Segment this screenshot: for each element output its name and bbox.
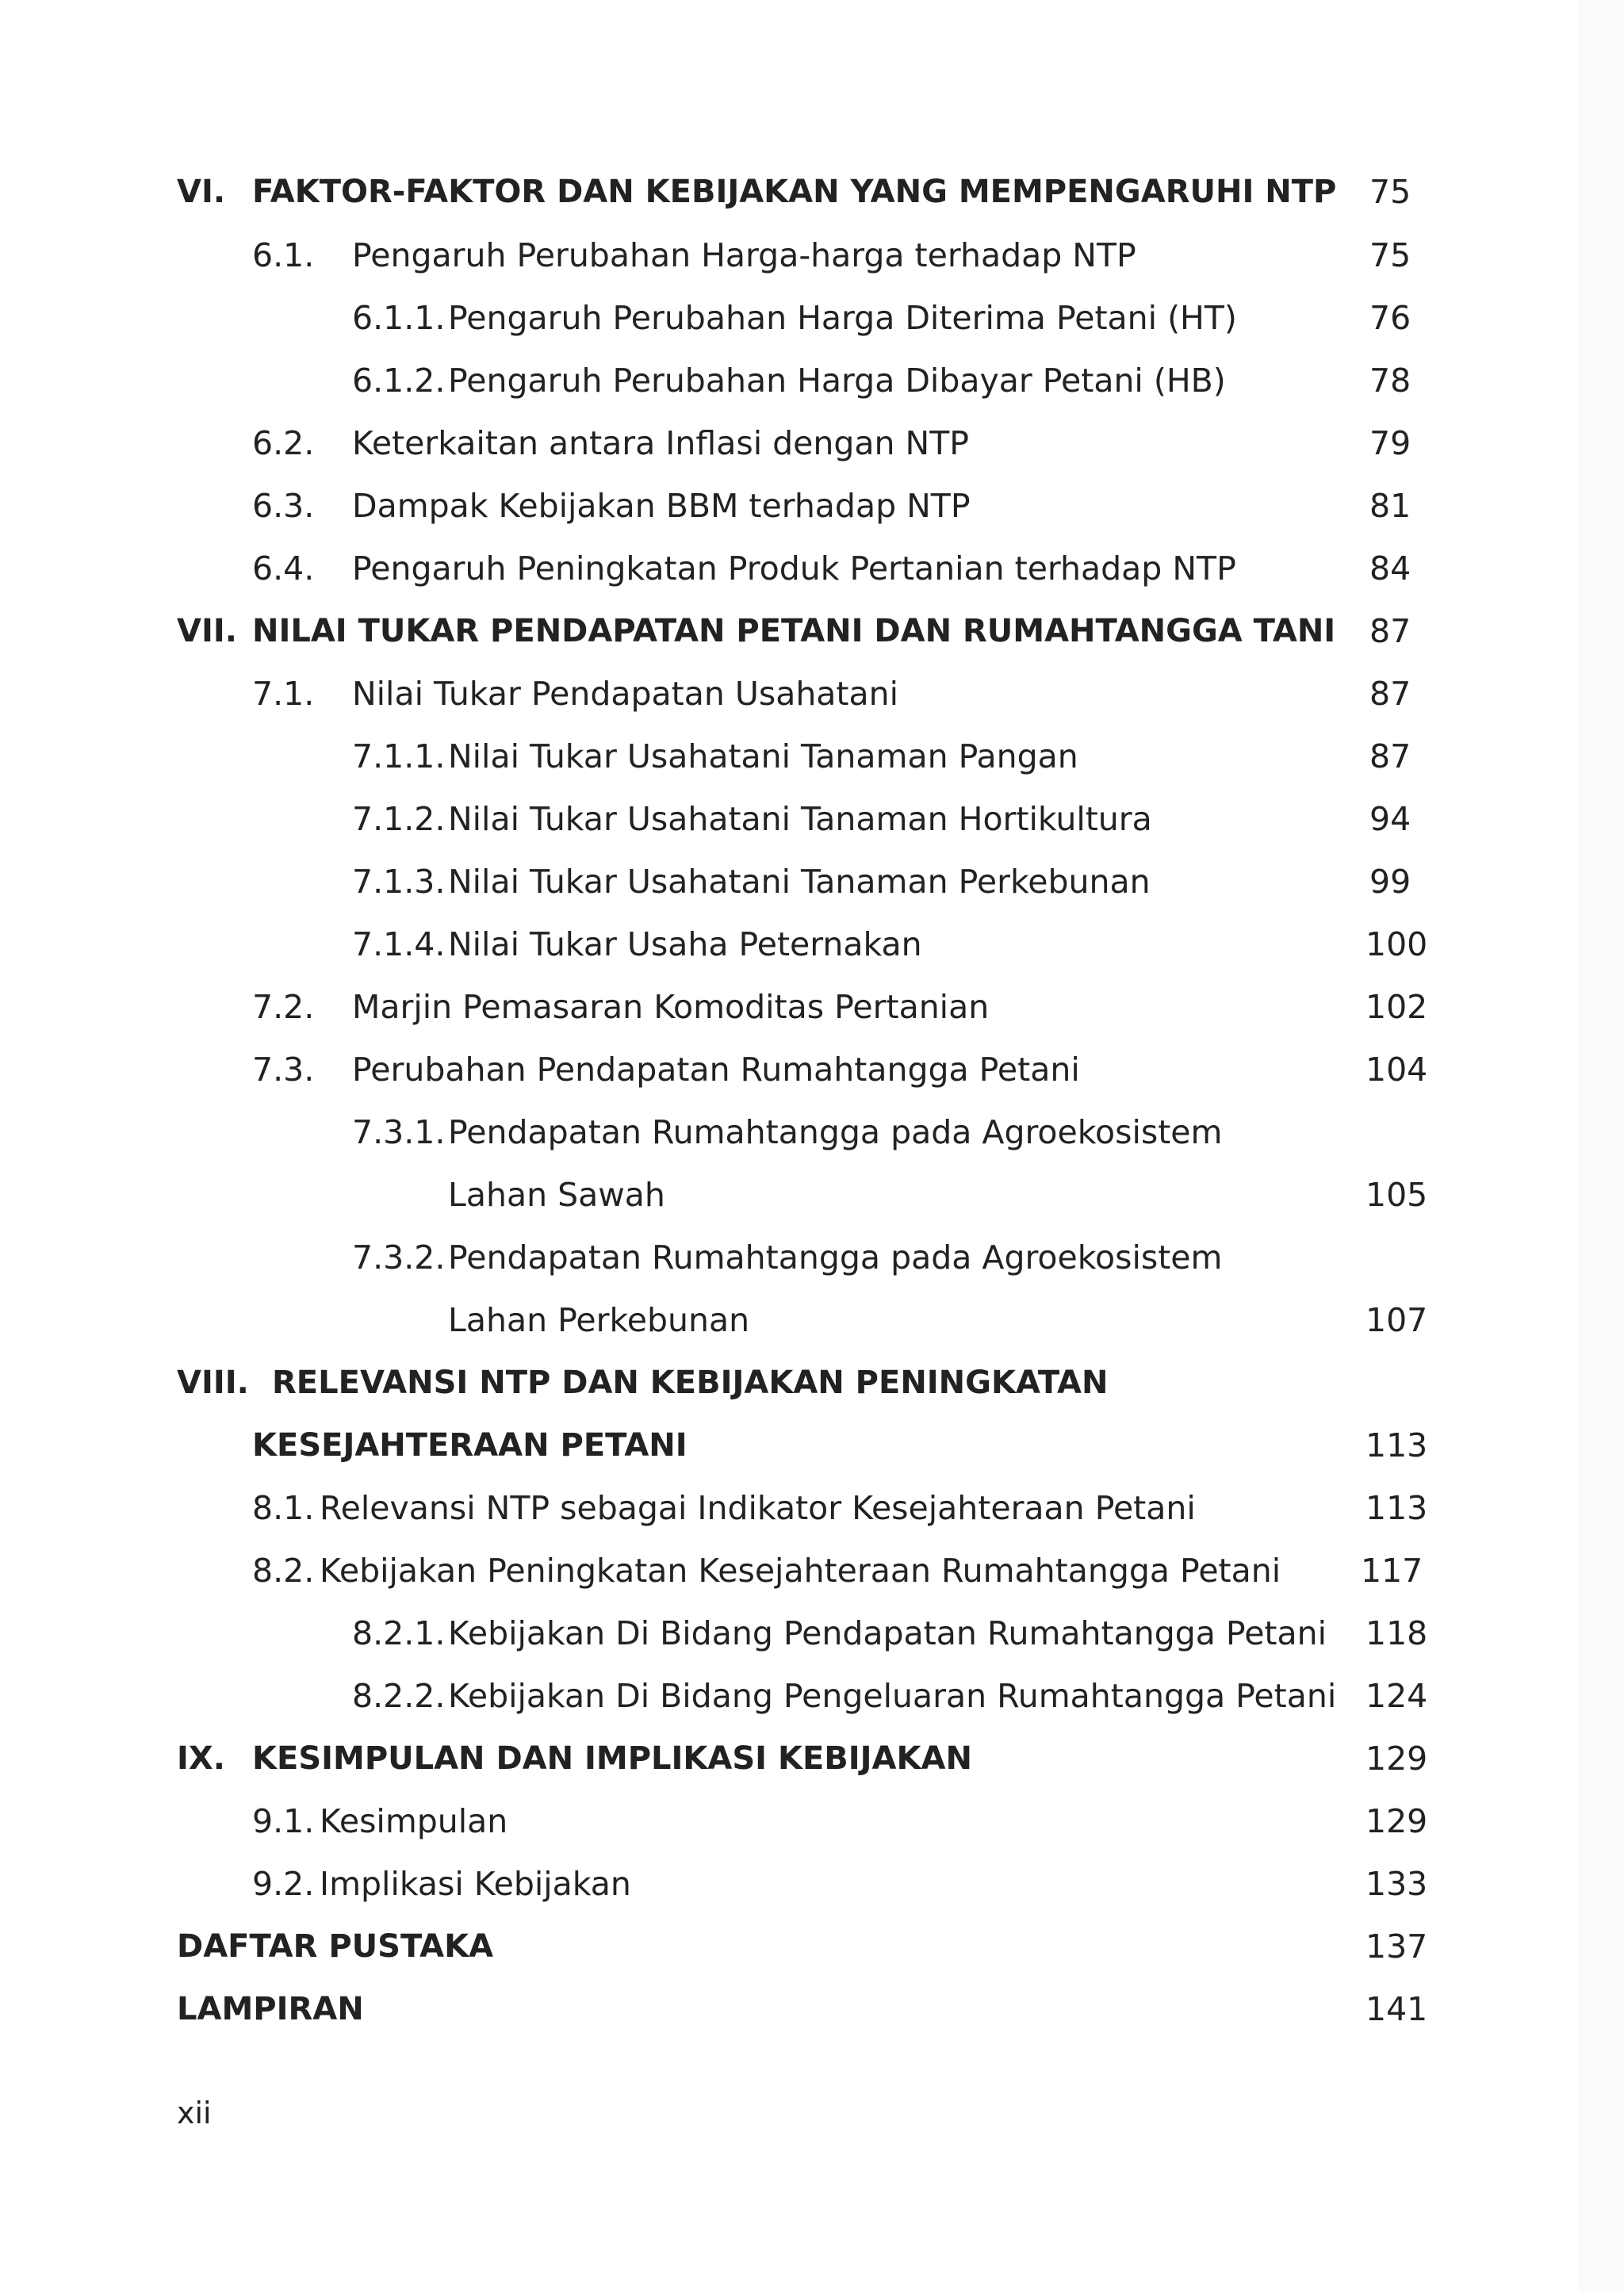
toc-section-row	[0, 478, 1624, 534]
toc-section-row	[0, 541, 1624, 596]
toc-number: 7.1.1.	[352, 737, 446, 775]
toc-number: 7.3.1.	[352, 1113, 446, 1151]
toc-title: Marjin Pemasaran Komoditas Pertanian	[352, 988, 990, 1026]
toc-title: Kesimpulan	[320, 1802, 508, 1840]
toc-title: LAMPIRAN	[177, 1991, 364, 2027]
toc-section-row	[0, 1793, 1624, 1849]
toc-chapter-row	[0, 1731, 1624, 1786]
toc-page: 118	[1365, 1614, 1428, 1652]
toc-number: 6.3.	[252, 487, 315, 525]
toc-page: 99	[1369, 863, 1411, 901]
toc-chapter-row	[0, 164, 1624, 220]
toc-title: Lahan Perkebunan	[448, 1301, 750, 1339]
toc-title: DAFTAR PUSTAKA	[177, 1928, 494, 1965]
page-number-footer: xii	[177, 2096, 212, 2130]
toc-title: Pendapatan Rumahtangga pada Agroekosistem	[448, 1113, 1223, 1151]
toc-page: 129	[1365, 1802, 1428, 1840]
toc-subsection-row	[0, 1230, 1624, 1285]
toc-title: Pendapatan Rumahtangga pada Agroekosistem	[448, 1238, 1223, 1277]
toc-page: 133	[1365, 1865, 1428, 1903]
toc-title: RELEVANSI NTP DAN KEBIJAKAN PENINGKATAN	[272, 1365, 1109, 1401]
toc-page: 117	[1361, 1552, 1423, 1590]
toc-section-row	[0, 1042, 1624, 1097]
toc-subsection-row	[0, 1668, 1624, 1724]
toc-chapter-row	[0, 603, 1624, 659]
toc-page: 113	[1365, 1426, 1428, 1464]
toc-subsection-row	[0, 1606, 1624, 1661]
toc-page: 105	[1365, 1176, 1428, 1214]
toc-title: Implikasi Kebijakan	[320, 1865, 631, 1903]
toc-section-row	[0, 979, 1624, 1035]
toc-number: VII.	[177, 613, 237, 649]
toc-number: IX.	[177, 1740, 225, 1777]
toc-subsection-row	[0, 917, 1624, 972]
toc-section-row	[0, 228, 1624, 283]
toc-chapter-row	[0, 1981, 1624, 2037]
toc-chapter-row	[0, 1919, 1624, 1974]
toc-title: Pengaruh Perubahan Harga-harga terhadap NTP	[352, 236, 1136, 274]
toc-page: 76	[1369, 299, 1411, 337]
toc-number: 7.2.	[252, 988, 315, 1026]
toc-number: 9.2.	[252, 1865, 315, 1903]
toc-subsection-row	[0, 353, 1624, 408]
toc-section-row	[0, 1480, 1624, 1536]
toc-title: Nilai Tukar Pendapatan Usahatani	[352, 675, 899, 713]
toc-page: 87	[1369, 675, 1411, 713]
toc-title: Pengaruh Peningkatan Produk Pertanian terhadap NTP	[352, 549, 1236, 588]
toc-title: Kebijakan Peningkatan Kesejahteraan Rumahtangga Petani	[320, 1552, 1281, 1590]
toc-page: 107	[1365, 1301, 1428, 1339]
toc-title: Pengaruh Perubahan Harga Dibayar Petani (HB)	[448, 362, 1226, 400]
toc-section-row	[0, 666, 1624, 722]
toc-section-row	[0, 1543, 1624, 1598]
toc-section-row	[0, 415, 1624, 471]
toc-number: 7.3.	[252, 1051, 315, 1089]
toc-title: Lahan Sawah	[448, 1176, 665, 1214]
toc-title: Nilai Tukar Usahatani Tanaman Perkebunan	[448, 863, 1151, 901]
toc-number: 8.2.2.	[352, 1677, 446, 1715]
toc-number: 6.4.	[252, 549, 315, 588]
toc-page: 75	[1369, 173, 1411, 211]
toc-number: 9.1.	[252, 1802, 315, 1840]
toc-number: VIII.	[177, 1365, 249, 1401]
toc-page: 104	[1365, 1051, 1428, 1089]
toc-number: 8.2.	[252, 1552, 315, 1590]
toc-title: Pengaruh Perubahan Harga Diterima Petani (HT)	[448, 299, 1237, 337]
toc-page: 102	[1365, 988, 1428, 1026]
toc-page: 94	[1369, 800, 1411, 838]
toc-title: Dampak Kebijakan BBM terhadap NTP	[352, 487, 971, 525]
toc-title: Nilai Tukar Usaha Peternakan	[448, 925, 922, 963]
toc-number: 6.2.	[252, 424, 315, 462]
toc-page: 87	[1369, 612, 1411, 650]
toc-subsection-row	[0, 290, 1624, 346]
toc-title: Keterkaitan antara Inflasi dengan NTP	[352, 424, 969, 462]
toc-page: 79	[1369, 424, 1411, 462]
toc-number: 6.1.2.	[352, 362, 446, 400]
toc-number: 7.1.	[252, 675, 315, 713]
toc-number: 6.1.	[252, 236, 315, 274]
toc-title: Nilai Tukar Usahatani Tanaman Pangan	[448, 737, 1078, 775]
toc-subsection-continuation-row	[0, 1292, 1624, 1348]
toc-title: KESIMPULAN DAN IMPLIKASI KEBIJAKAN	[252, 1740, 972, 1777]
toc-subsection-row	[0, 1104, 1624, 1160]
toc-page: 100	[1365, 925, 1428, 963]
toc-title: Kebijakan Di Bidang Pengeluaran Rumahtangga Petani	[448, 1677, 1337, 1715]
toc-title: Kebijakan Di Bidang Pendapatan Rumahtangga Petani	[448, 1614, 1327, 1652]
toc-page: 84	[1369, 549, 1411, 588]
toc-number: 7.1.2.	[352, 800, 446, 838]
toc-page: 81	[1369, 487, 1411, 525]
toc-number: 8.1.	[252, 1489, 315, 1527]
toc-subsection-row	[0, 791, 1624, 847]
toc-page: 113	[1365, 1489, 1428, 1527]
toc-number: 6.1.1.	[352, 299, 446, 337]
toc-page: 87	[1369, 737, 1411, 775]
toc-title: Relevansi NTP sebagai Indikator Kesejahteraan Petani	[320, 1489, 1196, 1527]
toc-number: 7.1.4.	[352, 925, 446, 963]
toc-chapter-row	[0, 1355, 1624, 1411]
toc-title: KESEJAHTERAAN PETANI	[252, 1427, 688, 1464]
toc-subsection-row	[0, 854, 1624, 909]
toc-section-row	[0, 1856, 1624, 1912]
toc-page: 124	[1365, 1677, 1428, 1715]
toc-number: VI.	[177, 174, 226, 210]
toc-chapter-continuation-row	[0, 1418, 1624, 1473]
toc-subsection-continuation-row	[0, 1167, 1624, 1223]
toc-page: 129	[1365, 1740, 1428, 1778]
toc-title: FAKTOR-FAKTOR DAN KEBIJAKAN YANG MEMPENGARUHI NTP	[252, 174, 1337, 210]
toc-subsection-row	[0, 729, 1624, 784]
toc-page: 141	[1365, 1990, 1428, 2028]
toc-title: Nilai Tukar Usahatani Tanaman Hortikultura	[448, 800, 1152, 838]
toc-number: 7.3.2.	[352, 1238, 446, 1277]
toc-number: 7.1.3.	[352, 863, 446, 901]
toc-page: 75	[1369, 236, 1411, 274]
toc-number: 8.2.1.	[352, 1614, 446, 1652]
toc-title: Perubahan Pendapatan Rumahtangga Petani	[352, 1051, 1080, 1089]
toc-page: 78	[1369, 362, 1411, 400]
toc-title: NILAI TUKAR PENDAPATAN PETANI DAN RUMAHTANGGA TANI	[252, 613, 1336, 649]
toc-page: 137	[1365, 1927, 1428, 1966]
